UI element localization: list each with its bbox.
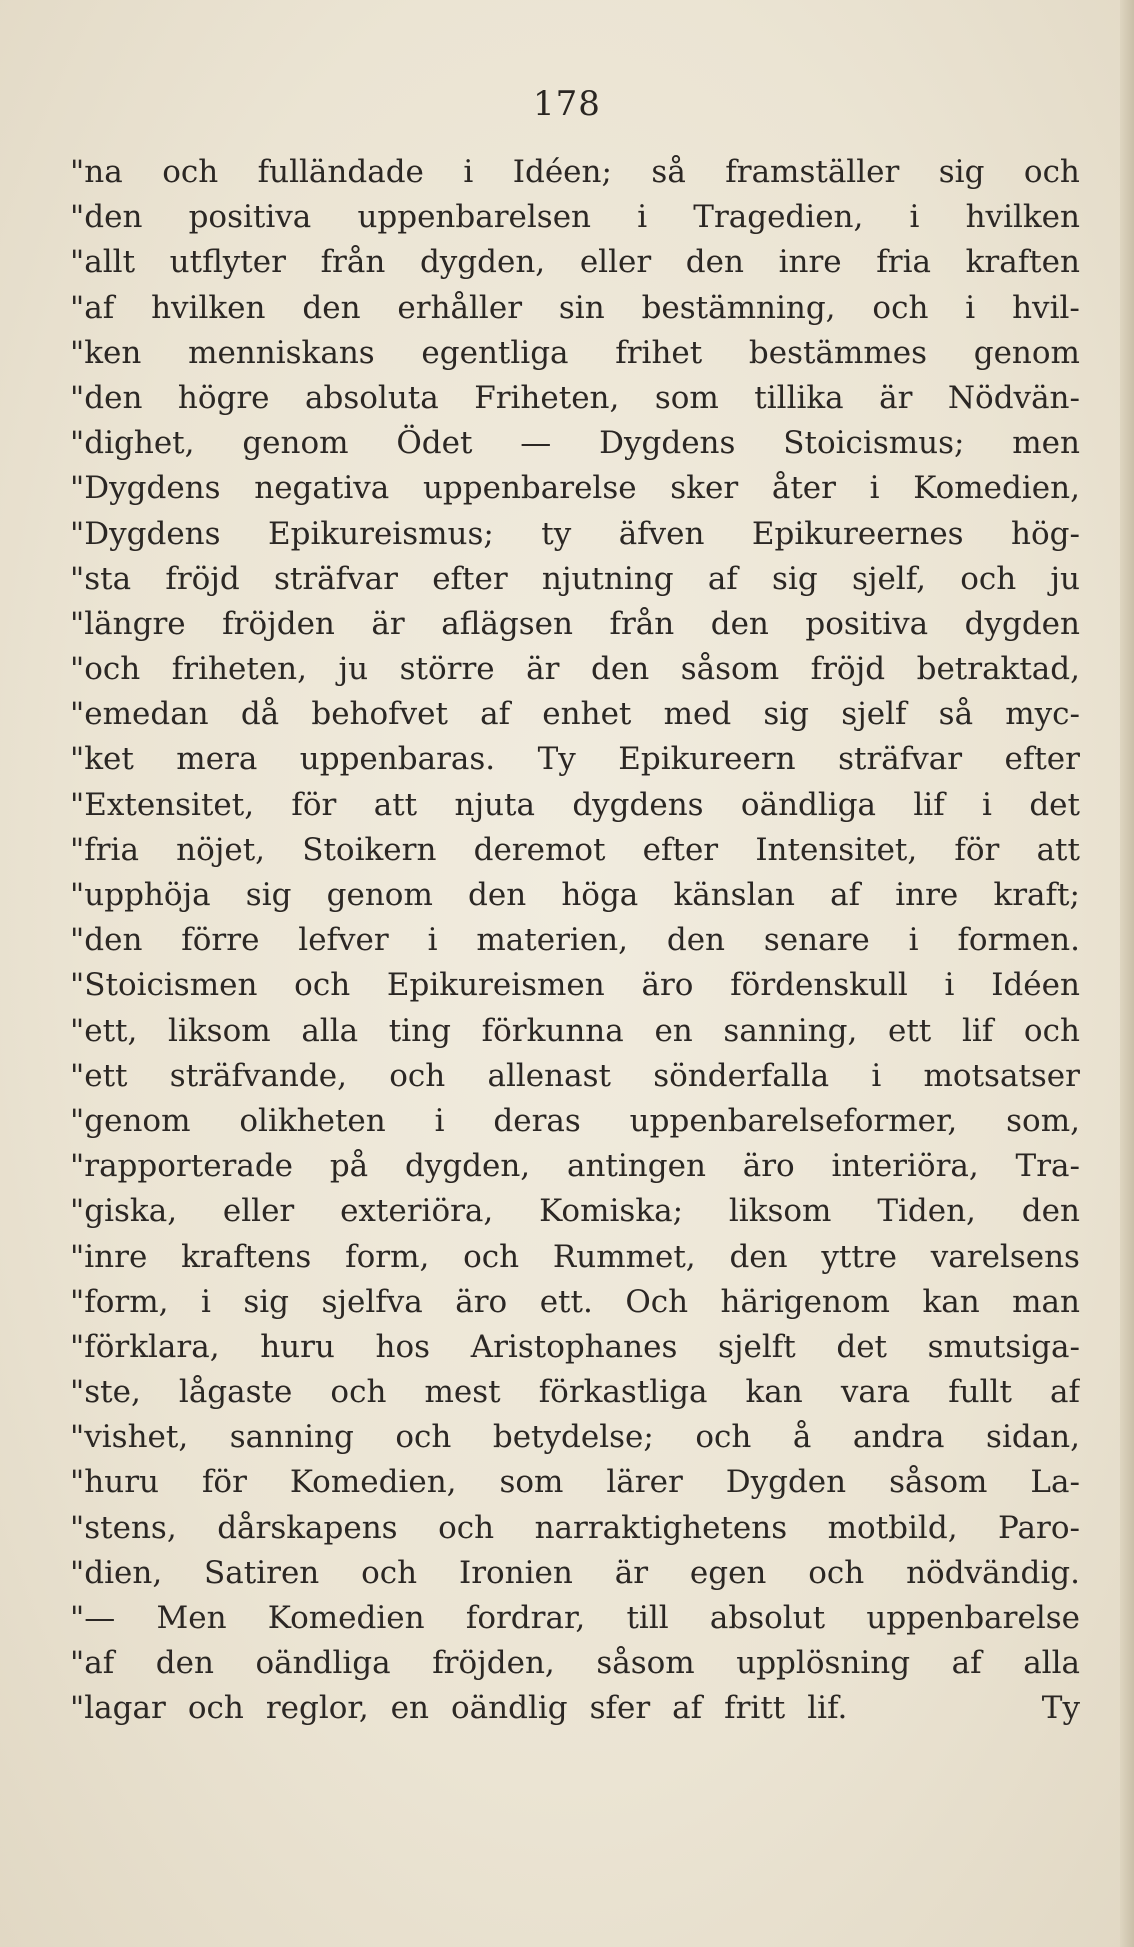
text-line: "dien, Satiren och Ironien är egen och nödvändig. bbox=[70, 1554, 1080, 1591]
text-line: "ste, lågaste och mest förkastliga kan vara fullt af bbox=[70, 1374, 1080, 1411]
text-line: "Extensitet, för att njuta dygdens oändliga lif i det bbox=[70, 786, 1080, 823]
text-line: "af hvilken den erhåller sin bestämning, och i hvil- bbox=[70, 289, 1080, 326]
text-line: "och friheten, ju större är den såsom fröjd betraktad, bbox=[70, 651, 1080, 688]
text-line: "förklara, huru hos Aristophanes sjelft det smutsiga- bbox=[70, 1328, 1080, 1365]
text-line: "den högre absoluta Friheten, som tillika är Nödvän- bbox=[70, 379, 1080, 416]
page-edge-shadow bbox=[1120, 0, 1134, 1947]
text-line: "Stoicismen och Epikureismen äro fördenskull i Idéen bbox=[70, 967, 1080, 1004]
text-line: "rapporterade på dygden, antingen äro interiöra, Tra- bbox=[70, 1148, 1080, 1185]
text-line: "Dygdens Epikureismus; ty äfven Epikureernes hög- bbox=[70, 515, 1080, 552]
text-line: "dighet, genom Ödet — Dygdens Stoicismus; men bbox=[70, 425, 1080, 462]
text-line: "— Men Komedien fordrar, till absolut uppenbarelse bbox=[70, 1600, 1080, 1636]
text-line: "ket mera uppenbaras. Ty Epikureern sträfvar efter bbox=[70, 741, 1080, 778]
text-line: "vishet, sanning och betydelse; och å andra sidan, bbox=[70, 1419, 1080, 1456]
text-line: "ett sträfvande, och allenast sönderfalla i motsatser bbox=[70, 1057, 1080, 1094]
text-line: "ett, liksom alla ting förkunna en sanning, ett lif och bbox=[70, 1012, 1080, 1049]
text-line: "stens, dårskapens och narraktighetens motbild, Paro- bbox=[70, 1509, 1080, 1546]
text-line: "af den oändliga fröjden, såsom upplösning af alla bbox=[70, 1645, 1080, 1682]
text-line: "allt utflyter från dygden, eller den inre fria kraften bbox=[70, 244, 1080, 281]
text-line: "den förre lefver i materien, den senare i formen. bbox=[70, 922, 1080, 959]
text-line: "Dygdens negativa uppenbarelse sker åter i Komedien, bbox=[70, 470, 1080, 507]
text-line: "ken menniskans egentliga frihet bestämmes genom bbox=[70, 334, 1080, 371]
body-text bbox=[70, 150, 1080, 1732]
text-line: "giska, eller exteriöra, Komiska; liksom Tiden, den bbox=[70, 1193, 1080, 1230]
text-line: "lagar och reglor, en oändlig sfer af fritt lif. Ty bbox=[70, 1690, 1080, 1727]
text-line: "inre kraftens form, och Rummet, den yttre varelsens bbox=[70, 1238, 1080, 1275]
text-line: "den positiva uppenbarelsen i Tragedien, i hvilken bbox=[70, 199, 1080, 236]
text-line: "sta fröjd sträfvar efter njutning af sig sjelf, och ju bbox=[70, 560, 1080, 597]
text-line: "emedan då behofvet af enhet med sig sjelf så myc- bbox=[70, 696, 1080, 733]
text-line: "na och fulländade i Idéen; så framställer sig och bbox=[70, 154, 1080, 190]
text-line: "upphöja sig genom den höga känslan af inre kraft; bbox=[70, 877, 1080, 913]
text-line: "form, i sig sjelfva äro ett. Och härigenom kan man bbox=[70, 1283, 1080, 1320]
page-number: 178 bbox=[533, 84, 601, 124]
text-line: "fria nöjet, Stoikern deremot efter Intensitet, för att bbox=[70, 831, 1080, 868]
text-line: "huru för Komedien, som lärer Dygden såsom La- bbox=[70, 1464, 1080, 1501]
text-line: "längre fröjden är aflägsen från den positiva dygden bbox=[70, 605, 1080, 642]
text-line: "genom olikheten i deras uppenbarelseformer, som, bbox=[70, 1102, 1080, 1139]
